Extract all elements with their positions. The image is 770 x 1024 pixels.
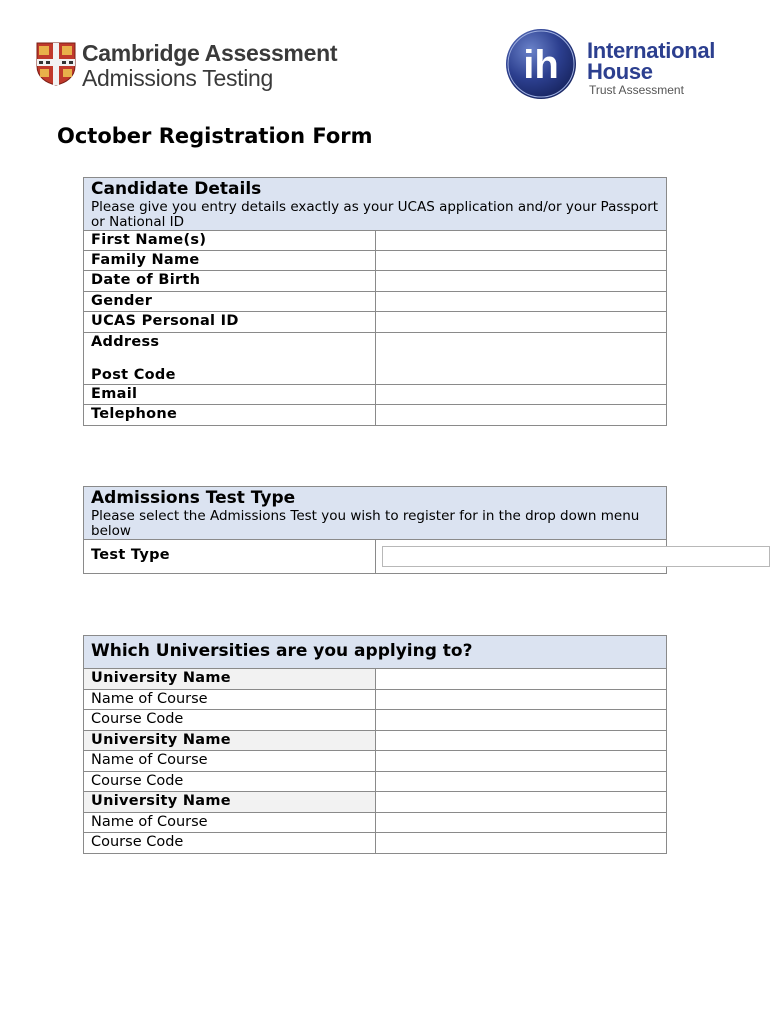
course-name-input[interactable] (376, 690, 666, 709)
university-name-input[interactable] (376, 731, 666, 750)
field-label: First Name(s) (84, 231, 376, 250)
universities-section (83, 635, 667, 854)
test-type-header (84, 487, 666, 540)
address-label-cell (84, 333, 376, 384)
university-name-row (84, 792, 666, 813)
field-label: Test Type (84, 540, 376, 573)
first-name-input[interactable] (376, 231, 666, 250)
candidate-details-section (83, 177, 667, 426)
form-row-email (84, 385, 666, 405)
logo-line-2: House (587, 59, 653, 84)
section-description: Please select the Admissions Test you wish to register for in the drop down menu below (91, 508, 640, 539)
email-input[interactable] (376, 385, 666, 404)
logo-line-1: Cambridge Assessment (82, 40, 338, 66)
test-type-dropdown[interactable] (382, 546, 770, 567)
page-title: October Registration Form (57, 124, 373, 148)
field-label: Family Name (84, 251, 376, 270)
course-code-input[interactable] (376, 710, 666, 730)
logo-line-1: International (587, 38, 716, 63)
field-label: University Name (84, 669, 376, 689)
gender-input[interactable] (376, 292, 666, 311)
field-label: Post Code (91, 367, 176, 383)
cambridge-shield-icon (36, 42, 76, 86)
field-label: Email (84, 385, 376, 404)
ih-monogram: ih (523, 43, 559, 87)
date-of-birth-input[interactable] (376, 271, 666, 291)
university-name-row (84, 731, 666, 751)
field-label: Date of Birth (84, 271, 376, 291)
field-label: Gender (84, 292, 376, 311)
form-row-dob (84, 271, 666, 292)
field-label: University Name (84, 792, 376, 812)
field-label: Name of Course (84, 690, 376, 709)
cambridge-assessment-logo (36, 40, 336, 96)
section-heading: Which Universities are you applying to? (91, 641, 473, 661)
course-name-row (84, 690, 666, 710)
university-name-input[interactable] (376, 792, 666, 812)
form-row-gender (84, 292, 666, 312)
form-row-family-name (84, 251, 666, 271)
form-row-first-name (84, 231, 666, 251)
course-code-input[interactable] (376, 833, 666, 853)
logo-line-3: Trust Assessment (589, 83, 684, 97)
section-heading: Candidate Details (91, 179, 262, 199)
form-row-ucas-id (84, 312, 666, 333)
ucas-id-input[interactable] (376, 312, 666, 332)
course-code-row (84, 710, 666, 731)
international-house-logo (505, 28, 745, 100)
course-name-input[interactable] (376, 813, 666, 832)
field-label: Telephone (84, 405, 376, 425)
field-label: Course Code (84, 833, 376, 853)
section-description: Please give you entry details exactly as your UCAS application and/or your Passport or National ID (91, 199, 659, 230)
address-input[interactable] (376, 333, 666, 384)
field-label: UCAS Personal ID (84, 312, 376, 332)
field-label: Course Code (84, 710, 376, 730)
field-label: University Name (84, 731, 376, 750)
form-row-address (84, 333, 666, 385)
telephone-input[interactable] (376, 405, 666, 425)
candidate-details-header (84, 178, 666, 231)
logo-line-2: Admissions Testing (82, 65, 274, 91)
field-label: Name of Course (84, 813, 376, 832)
universities-header (84, 636, 666, 669)
field-label: Name of Course (84, 751, 376, 771)
ih-globe-icon (505, 28, 577, 100)
field-label: Address (91, 334, 160, 350)
university-name-input[interactable] (376, 669, 666, 689)
course-name-row (84, 751, 666, 772)
section-heading: Admissions Test Type (91, 488, 296, 508)
university-name-row (84, 669, 666, 690)
course-name-row (84, 813, 666, 833)
course-code-input[interactable] (376, 772, 666, 791)
course-code-row (84, 833, 666, 853)
course-code-row (84, 772, 666, 792)
course-name-input[interactable] (376, 751, 666, 771)
field-label: Course Code (84, 772, 376, 791)
family-name-input[interactable] (376, 251, 666, 270)
form-row-telephone (84, 405, 666, 425)
